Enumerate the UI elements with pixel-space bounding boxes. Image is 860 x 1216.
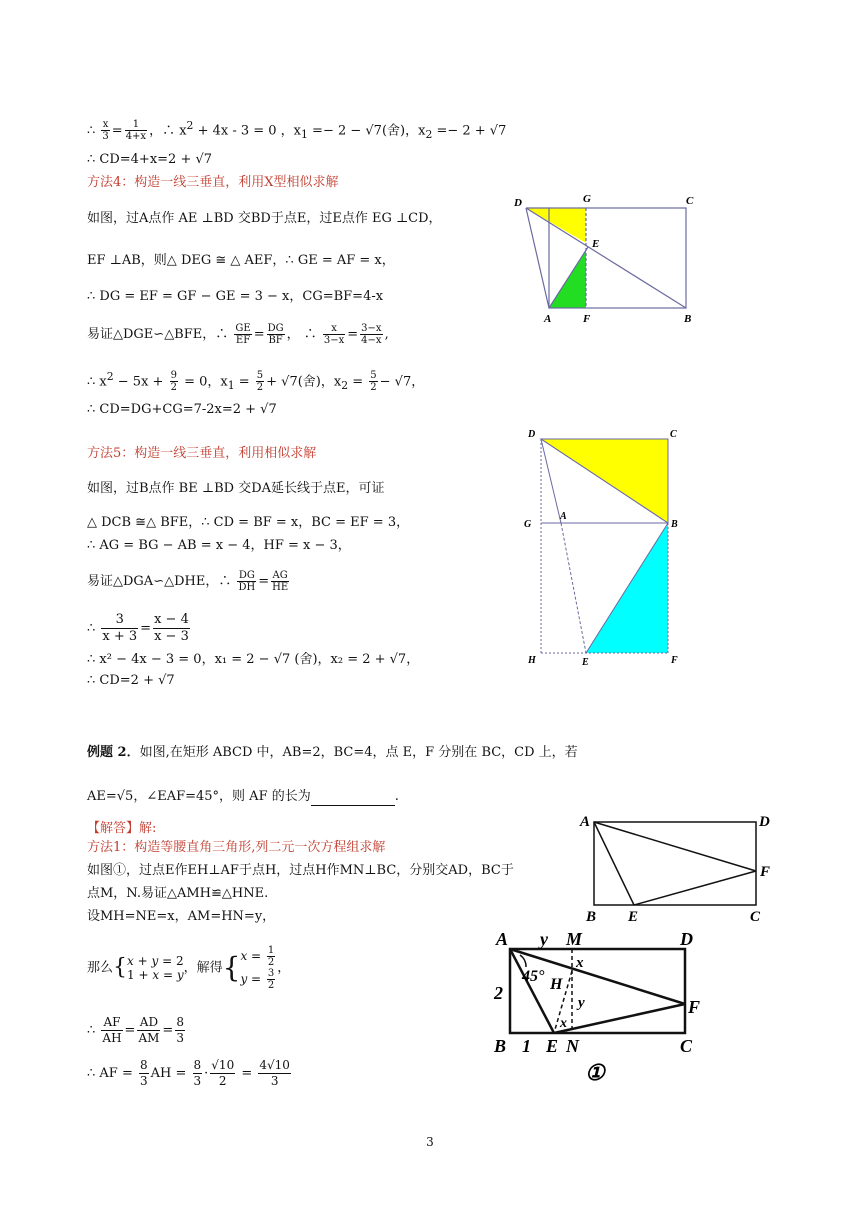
- figure-example2: [578, 808, 778, 926]
- label-B: B: [671, 519, 678, 530]
- label-B: B: [494, 1036, 507, 1056]
- label-x-mh: x: [576, 955, 584, 971]
- label-B: B: [586, 909, 597, 925]
- figure-number: ①: [585, 1060, 605, 1085]
- label-y-top: y: [540, 929, 548, 949]
- label-E: E: [592, 238, 600, 250]
- method5-line7: ∴ CD=2 + √7: [87, 673, 175, 688]
- label-E: E: [582, 657, 589, 668]
- example2-line2: AE=√5，∠EAF=45°，则 AF 的长为 .: [87, 789, 399, 804]
- method5-line2: △ DCB ≅△ BFE，∴ CD = BF = x，BC = EF = 3，: [87, 515, 410, 530]
- label-H: H: [528, 655, 536, 666]
- method1-line3: 设MH=NE=x，AM=HN=y，: [87, 909, 276, 924]
- label-M: M: [566, 929, 583, 949]
- label-E: E: [628, 909, 639, 925]
- label-D: D: [528, 429, 536, 440]
- label-C: C: [670, 429, 677, 440]
- method4-title: 方法4：构造一线三垂直，利用X型相似求解: [87, 175, 339, 190]
- label-H: H: [550, 976, 563, 993]
- label-G: G: [583, 193, 591, 205]
- method1-line2: 点M，N.易证△AMH≌△HNE.: [87, 886, 269, 901]
- figure-method4: [508, 190, 708, 325]
- label-E: E: [546, 1036, 559, 1056]
- answer-blank: [311, 791, 395, 806]
- label-C: C: [750, 909, 761, 925]
- label-A: A: [496, 929, 509, 949]
- rectangle-abcd: [510, 949, 685, 1033]
- label-B: B: [684, 313, 692, 325]
- label-F: F: [760, 864, 771, 880]
- label-A: A: [560, 511, 567, 522]
- method1-line5: ∴ $\frac{AF}{AH}$ = $\frac{AD}{AM}$ = $\frac{8}{3}$: [87, 1015, 184, 1045]
- page-number: 3: [426, 1135, 434, 1149]
- label-D: D: [514, 197, 522, 209]
- line-solution-2: ∴ CD=4+x=2 + √7: [87, 152, 213, 167]
- figure-method1: [490, 925, 720, 1090]
- figure-method5: [520, 425, 695, 670]
- label-2: 2: [494, 983, 503, 1003]
- label-C: C: [680, 1036, 693, 1056]
- label-N: N: [566, 1036, 579, 1056]
- label-1: 1: [522, 1036, 531, 1056]
- method1-title: 方法1：构造等腰直角三角形,列二元一次方程组求解: [87, 840, 386, 855]
- label-x-ne: x: [560, 1016, 567, 1031]
- method1-line1: 如图①，过点E作EH⊥AF于点H，过点H作MN⊥BC，分别交AD，BC于: [87, 863, 514, 878]
- method5-line1: 如图，过B点作 BE ⊥BD 交DA延长线于点E，可证: [87, 481, 385, 496]
- method4-line2: EF ⊥AB，则△ DEG ≅ △ AEF，∴ GE = AF = x，: [87, 253, 395, 268]
- method4-line1: 如图，过A点作 AE ⊥BD 交BD于点E，过E点作 EG ⊥CD，: [87, 211, 442, 226]
- example2-line1: 例题 2．如图,在矩形 ABCD 中，AB=2，BC=4，点 E，F 分别在 BC，CD 上，若: [87, 745, 578, 760]
- method5-line6: ∴ x² − 4x − 3 = 0，x₁ = 2 − √7 (舍)，x₂ = 2 + √7，: [87, 652, 420, 667]
- line-solution-1: ∴ $\frac{x}{3}$ = $\frac{1}{4+x}$ ，∴ $x^2 + 4x - 3 = 0$ ，$x_1 =- 2 - √7$(舍)，$x_2 =- 2 + √7$: [87, 119, 507, 143]
- method5-title: 方法5：构造一线三垂直，利用相似求解: [87, 446, 317, 461]
- label-y-hn: y: [578, 995, 585, 1011]
- label-D: D: [680, 929, 693, 949]
- method4-line6: ∴ CD=DG+CG=7-2x=2 + √7: [87, 402, 277, 417]
- label-45-degrees: 45°: [522, 968, 545, 985]
- label-F: F: [688, 997, 701, 1017]
- method4-line3: ∴ DG = EF = GF − GE = 3 − x，CG=BF=4-x: [87, 289, 384, 304]
- label-A: A: [544, 313, 552, 325]
- example2-label: 例题 2．: [87, 745, 140, 760]
- label-F: F: [583, 313, 591, 325]
- diagonal-bd: [526, 208, 686, 308]
- label-F: F: [671, 655, 678, 666]
- method4-line4: 易证△DGE∽△BFE，∴ $\frac{GE}{EF}$ = $\frac{DG}{BF}$ ， ∴ $\frac{x}{3-x}$ = $\frac{3-x}{4-x}$ ,: [87, 323, 389, 346]
- method1-line4: 那么{x + y = 2 1 + x = y，解得{x = $\frac{1}{2}$ y = $\frac{3}{2}$ ，: [87, 945, 291, 991]
- method5-line4: 易证△DGA∽△DHE，∴ $\frac{DG}{DH}$ = $\frac{AG}{HE}$: [87, 570, 289, 593]
- method5-line3: ∴ AG = BG − AB = x − 4，HF = x − 3，: [87, 538, 351, 553]
- method5-line5: ∴ $\frac{3}{x + 3}$ = $\frac{x - 4}{x - 3}$: [87, 612, 189, 644]
- label-G: G: [524, 519, 532, 530]
- answer-label: 【解答】解:: [87, 821, 157, 836]
- method4-line5: ∴ $x^2 - 5x$ + $\frac{9}{2}$ = 0，$x_1$ = $\frac{5}{2}$ + √7(舍)，$x_2$ = $\frac{5}{2}$ − √7，: [87, 370, 425, 394]
- label-A: A: [580, 814, 591, 830]
- label-D: D: [759, 814, 770, 830]
- label-C: C: [686, 195, 694, 207]
- method1-line6: ∴ AF = $\frac{8}{3}$ AH = $\frac{8}{3}$ · $\frac{√10}{2}$ = $\frac{4√10}{3}$: [87, 1058, 290, 1088]
